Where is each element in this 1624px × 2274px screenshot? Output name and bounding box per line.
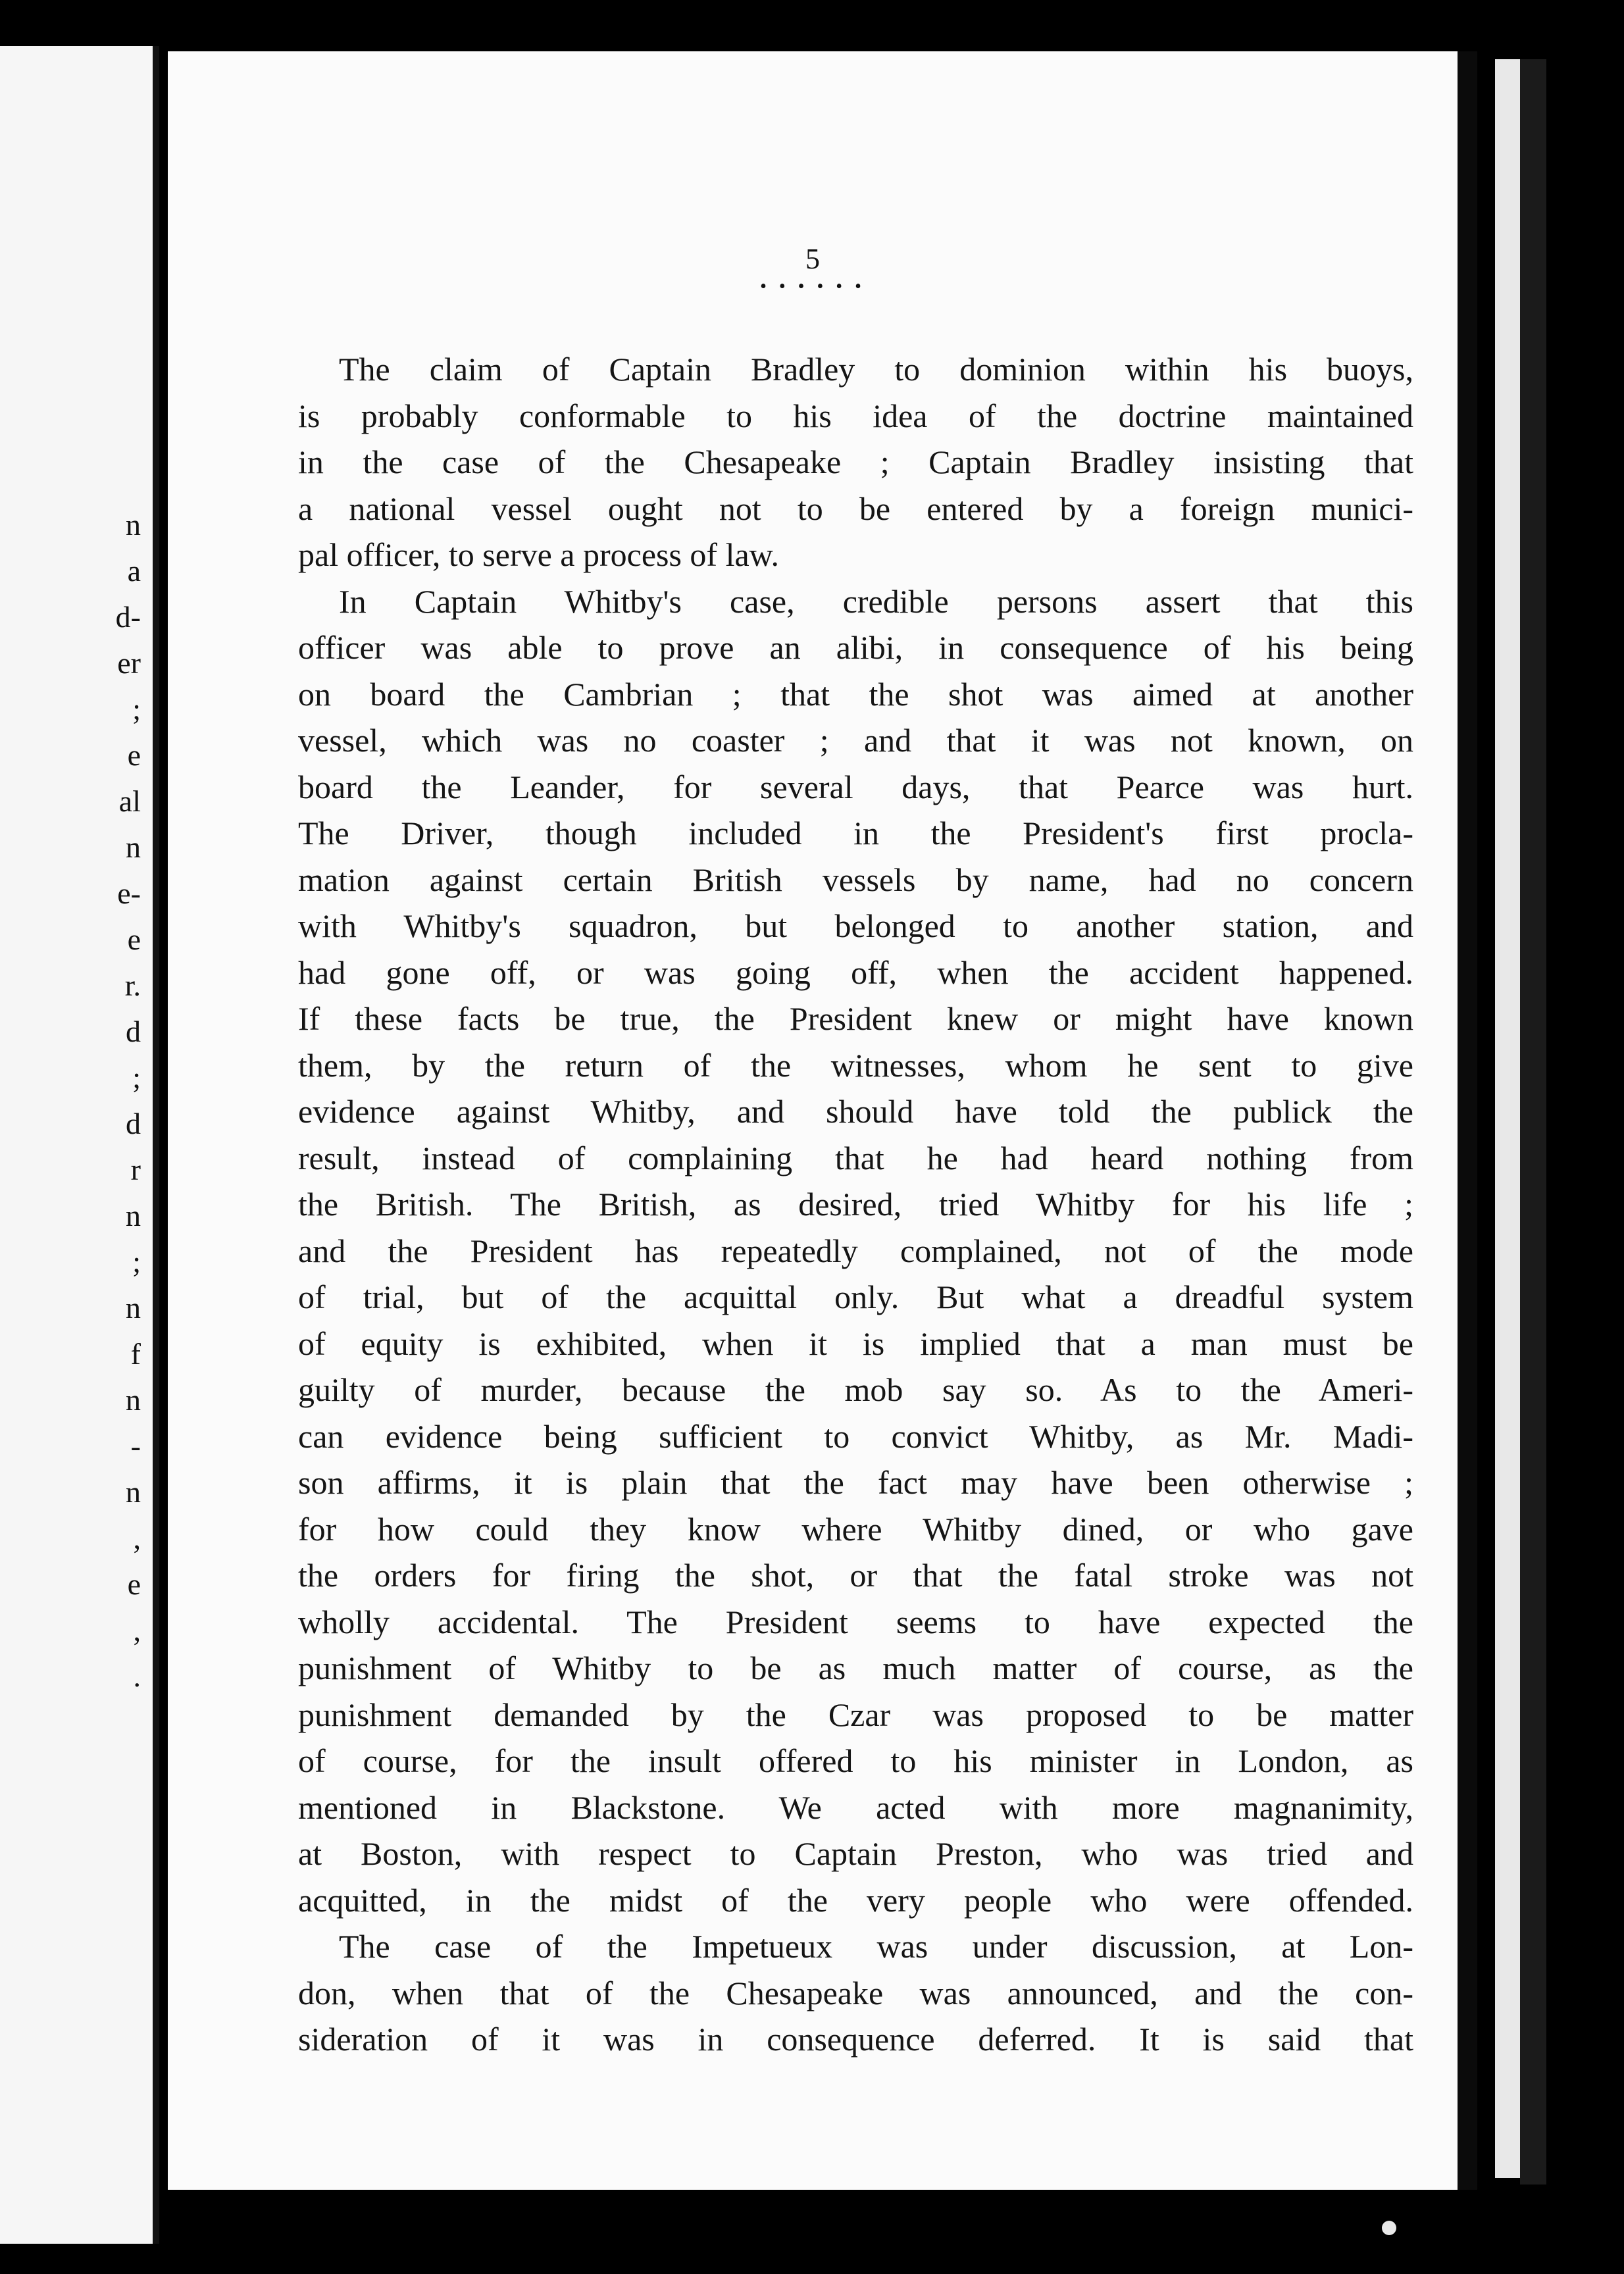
text-line: guilty of murder, because the mob say so. As to the Ameri- (298, 1371, 1413, 1408)
text-line: mation against certain British vessels by name, had no concern (298, 861, 1413, 898)
facing-page-fragment: a (127, 554, 141, 588)
facing-page-fragment: n (126, 1291, 141, 1325)
text-line: the British. The British, as desired, tried Whitby for his life ; (298, 1186, 1413, 1223)
facing-page-fragment: al (118, 784, 141, 818)
facing-page-fragment: e- (117, 876, 141, 910)
facing-page-fragment: e (127, 922, 141, 956)
text-line: officer was able to prove an alibi, in consequence of his being (298, 629, 1413, 666)
facing-page-fragment: ; (132, 692, 141, 726)
text-line: wholly accidental. The President seems to have expected the (298, 1603, 1413, 1640)
text-line: of trial, but of the acquittal only. But what a dreadful system (298, 1278, 1413, 1315)
text-line: The Driver, though included in the President's first procla- (298, 815, 1413, 851)
text-line: sideration of it was in consequence deferred. It is said that (298, 2021, 1413, 2058)
text-line: board the Leander, for several days, that Pearce was hurt. (298, 768, 1413, 805)
text-line: mentioned in Blackstone. We acted with more magnanimity, (298, 1788, 1413, 1826)
text-line: and the President has repeatedly complained, not of the mode (298, 1232, 1413, 1269)
text-line: The case of the Impetueux was under discussion, at Lon- (339, 1928, 1413, 1965)
facing-page-fragment: - (130, 1429, 141, 1463)
facing-page-fragment: r (130, 1153, 141, 1186)
text-line: a national vessel ought not to be entered by a foreign munici- (298, 490, 1413, 527)
facing-page-fragment: , (133, 1613, 141, 1647)
facing-page-fragment: . (133, 1659, 141, 1693)
text-line: pal officer, to serve a process of law. (298, 536, 780, 573)
page-number: 5 (805, 243, 820, 275)
facing-page-fragment: e (127, 738, 141, 772)
facing-page-fragment: ; (132, 1245, 141, 1278)
text-line: of equity is exhibited, when it is implied that a man must be (298, 1325, 1413, 1362)
facing-page-fragment: n (126, 830, 141, 864)
text-line: had gone off, or was going off, when the accident happened. (298, 953, 1413, 991)
text-line: If these facts be true, the President knew or might have known (298, 1000, 1413, 1037)
facing-page-left (0, 46, 159, 2244)
text-line: in the case of the Chesapeake ; Captain Bradley insisting that (298, 443, 1413, 480)
text-line: The claim of Captain Bradley to dominion within his buoys, (339, 351, 1413, 388)
text-line: son affirms, it is plain that the fact may have been otherwise ; (298, 1464, 1413, 1501)
text-line: them, by the return of the witnesses, whom he sent to give (298, 1046, 1413, 1084)
scan-speck (1382, 2221, 1396, 2235)
text-line: of course, for the insult offered to his minister in London, as (298, 1742, 1413, 1779)
page-body-text (298, 346, 1413, 2063)
text-line: evidence against Whitby, and should have told the publick the (298, 1093, 1413, 1130)
facing-page-fragment: n (126, 1475, 141, 1509)
facing-page-fragment: d (126, 1107, 141, 1140)
facing-page-fragment: ; (132, 1061, 141, 1094)
facing-page-fragment: d (126, 1015, 141, 1048)
book-spine (1520, 59, 1546, 2185)
text-line: acquitted, in the midst of the very people who were offended. (298, 1881, 1413, 1919)
text-line: punishment demanded by the Czar was proposed to be matter (298, 1696, 1413, 1733)
facing-page-fragment: , (133, 1521, 141, 1555)
text-line: for how could they know where Whitby dined, or who gave (298, 1510, 1413, 1548)
page-edge (1495, 59, 1520, 2178)
facing-page-fragment: n (126, 1383, 141, 1417)
facing-page-fragment: n (126, 508, 141, 542)
text-line: is probably conformable to his idea of the doctrine maintained (298, 397, 1413, 434)
facing-page-fragment: n (126, 1199, 141, 1232)
text-line: punishment of Whitby to be as much matter of course, as the (298, 1650, 1413, 1686)
book-page (168, 51, 1477, 2190)
facing-page-fragment: f (130, 1337, 141, 1371)
text-line: with Whitby's squadron, but belonged to another station, and (298, 907, 1413, 944)
facing-page-fragment: r. (124, 969, 141, 1002)
text-line: on board the Cambrian ; that the shot was aimed at another (298, 675, 1413, 713)
facing-page-fragment: e (127, 1567, 141, 1601)
page-number-ornament: • • • • • • (760, 276, 865, 297)
facing-page-fragment: d- (115, 600, 141, 634)
text-line: can evidence being sufficient to convict Whitby, as Mr. Madi- (298, 1417, 1413, 1455)
text-line: at Boston, with respect to Captain Preston, who was tried and (298, 1835, 1413, 1872)
text-line: the orders for firing the shot, or that the fatal stroke was not (298, 1557, 1413, 1594)
text-line: vessel, which was no coaster ; and that it was not known, on (298, 722, 1413, 759)
facing-page-fragment: er (117, 646, 141, 680)
text-line: result, instead of complaining that he had heard nothing from (298, 1139, 1413, 1176)
text-line: don, when that of the Chesapeake was announced, and the con- (298, 1974, 1413, 2011)
text-line: In Captain Whitby's case, credible persons assert that this (339, 582, 1413, 620)
